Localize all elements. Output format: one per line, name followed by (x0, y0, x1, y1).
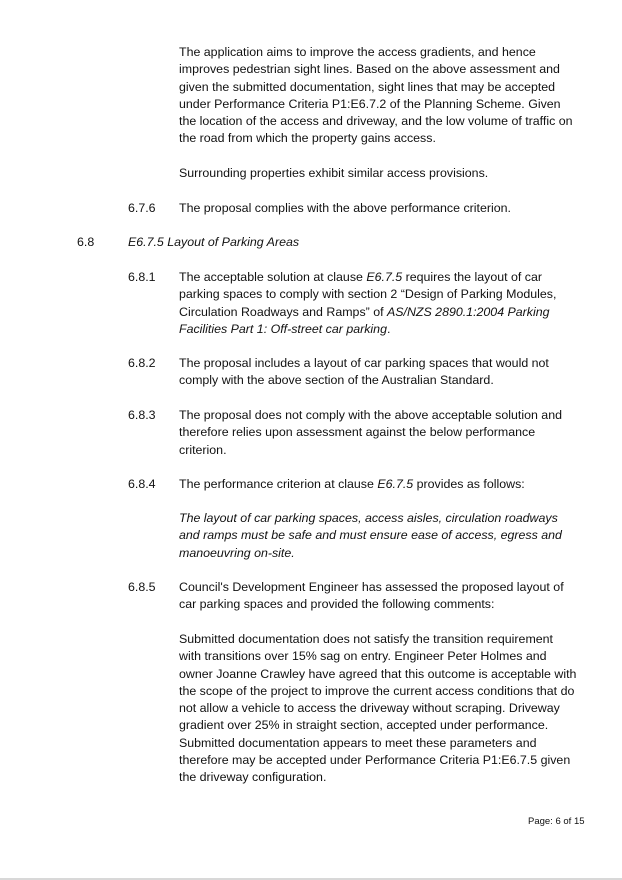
performance-criterion-quote: The layout of car parking spaces, access aisles, circulation roadways and ramps must be safe and must ensure ease of access, egress and manoeuvring on-site. (179, 511, 562, 560)
section-number: 6.8 (77, 235, 95, 249)
assessment-paragraph: The application aims to improve the access gradients, and hence improves pedestrian sight lines. Based on the above assessment and given the submitted documentation, sight lines that may be accepted under Performance Criteria P1:E6.7.2 of the Planning Scheme. Given the location of the access and driveway, and the low volume of traffic on the road from which the property gains access. (179, 45, 573, 146)
text-run: requires the layout of car parking spaces to comply with section 2 “Design of Parking Modules, Circulation Roadways and Ramps” of (179, 270, 557, 319)
clause-number: 6.8.2 (128, 356, 156, 370)
standard-reference: AS/NZS 2890.1:2004 Parking Facilities Part 1: Off-street car parking (179, 304, 550, 336)
text-run: provides as follows: (413, 477, 525, 491)
clause-text: The proposal complies with the above performance criterion. (179, 201, 511, 215)
clause-text (179, 476, 577, 493)
clause-text: The proposal does not comply with the above acceptable solution and therefore relies upon assessment against the below performance criterion. (179, 408, 562, 457)
clause-reference: E6.7.5 (377, 477, 414, 491)
surrounding-paragraph: Surrounding properties exhibit similar access provisions. (179, 166, 489, 180)
section-heading: E6.7.5 Layout of Parking Areas (128, 235, 300, 249)
clause-number: 6.8.4 (128, 477, 156, 491)
text-run: The acceptable solution at clause (179, 270, 367, 284)
text-run: . (386, 321, 391, 336)
engineer-comment: Submitted documentation does not satisfy the transition requirement with transitions over 15% sag on entry. Engineer Peter Holmes and owner Joanne Crawley have agreed that this outcome is acceptable with the scope of the project to improve the current access conditions that do not allow a vehicle to access the driveway without scraping. Driveway gradient over 25% in straight section, accepted under performance. Submitted documentation appears to meet these parameters and therefore may be accepted under Performance Criteria P1:E6.7.5 given the driveway configuration. (179, 632, 577, 785)
clause-text (179, 269, 577, 338)
page-number: Page: 6 of 15 (528, 816, 585, 827)
clause-text: Council's Development Engineer has assessed the proposed layout of car parking spaces and provided the following comments: (179, 580, 564, 612)
clause-number: 6.8.3 (128, 408, 156, 422)
clause-number: 6.7.6 (128, 201, 156, 215)
clause-number: 6.8.5 (128, 580, 156, 594)
text-run: The performance criterion at clause (179, 477, 378, 491)
clause-text: The proposal includes a layout of car parking spaces that would not comply with the above section of the Australian Standard. (179, 356, 549, 388)
clause-reference: E6.7.5 (366, 270, 403, 284)
clause-number: 6.8.1 (128, 270, 156, 284)
